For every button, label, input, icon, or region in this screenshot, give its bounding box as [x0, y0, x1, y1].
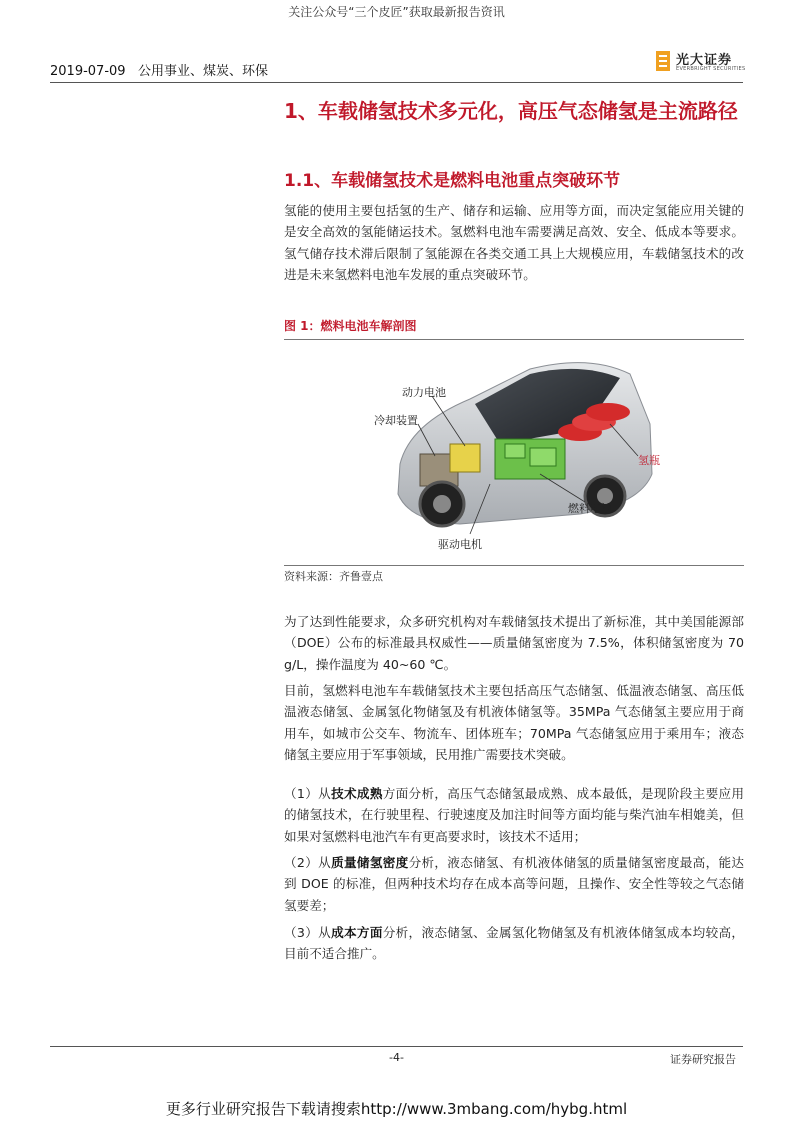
figure-top-rule: [284, 339, 744, 340]
paragraph-doe-standard: 为了达到性能要求，众多研究机构对车载储氢技术提出了新标准，其中美国能源部（DOE）公布的标准最具权威性——质量储氢密度为 7.5%，体积储氢密度为 70 g/L，操作温度为 40~60 ℃。: [284, 614, 744, 672]
page-number: -4-: [389, 1051, 404, 1064]
label-cooling: 冷却装置: [374, 414, 418, 427]
density-keyword: 质量储氢密度: [331, 855, 409, 870]
footer-divider: [50, 1046, 743, 1047]
cost-keyword: 成本方面: [331, 925, 383, 940]
logo-mark-icon: [656, 51, 670, 71]
report-date: 2019-07-09: [50, 64, 126, 79]
report-sector: 公用事业、煤炭、环保: [137, 64, 268, 79]
footer-report-label: 证券研究报告: [670, 1053, 736, 1066]
logo-text-cn: 光大证券: [676, 53, 733, 68]
subsection-heading: 1.1、车载储氢技术是燃料电池重点突破环节: [284, 171, 621, 191]
bottom-download-note: 更多行业研究报告下载请搜索http://www.3mbang.com/hybg.html: [165, 1100, 628, 1118]
label-fuel-cell: 燃料电池: [568, 502, 612, 515]
label-hydrogen-tank: 氢瓶: [638, 454, 660, 467]
header-date-sector: [50, 60, 268, 79]
label-drive-motor: 驱动电机: [438, 538, 482, 551]
label-power-battery: 动力电池: [402, 386, 446, 399]
paragraph-cost: [284, 922, 744, 965]
figure-title: 图 1：燃料电池车解剖图: [284, 319, 417, 333]
cost-prefix: （3）从: [284, 925, 332, 940]
figure-bottom-rule: [284, 565, 744, 566]
paragraph-intro: 氢能的使用主要包括氢的生产、储存和运输、应用等方面，而决定氢能应用关键的是安全高效的氢能储运技术。氢燃料电池车需要满足高效、安全、低成本等要求。氢气储存技术滞后限制了氢能源在各类交通工具上大规模应用，车载储氢技术的改进是未来氢燃料电池车发展的重点突破环节。: [284, 203, 744, 282]
cost-text: 分析，液态储氢、金属氢化物储氢及有机液体储氢成本均较高，目前不适合推广。: [284, 925, 745, 962]
power-battery: [450, 444, 480, 472]
paragraph-density: [284, 852, 744, 916]
car-illustration: [380, 344, 670, 559]
section-heading: 1、车载储氢技术多元化，高压气态储氢是主流路径: [284, 99, 738, 123]
maturity-text: 方面分析，高压气态储氢最成熟、成本最低，是现阶段主要应用的储氢技术，在行驶里程、行驶速度及加注时间等方面均能与柴汽油车相媲美，但如果对氢燃料电池汽车有更高要求时，该技术不适用；: [284, 786, 745, 844]
maturity-prefix: （1）从: [284, 786, 332, 801]
density-text: 分析，液态储氢、有机液体储氢的质量储氢密度最高，能达到 DOE 的标准，但两种技术均存在成本高等问题，且操作、安全性等较之气态储氢要差；: [284, 855, 745, 913]
company-logo: [656, 49, 746, 75]
header-divider: [50, 82, 743, 83]
paragraph-technologies: 目前，氢燃料电池车车载储氢技术主要包括高压气态储氢、低温液态储氢、高压低温液态储氢、金属氢化物储氢及有机液体储氢等。35MPa 气态储氢主要应用于商用车，如城市公交车、物流车、团体班车；70MPa 气态储氢应用于乘用车；液态储氢主要应用于军事领域，民用推广需要技术突破。: [284, 683, 744, 762]
fuel-cell-car-diagram: [374, 344, 670, 559]
maturity-keyword: 技术成熟: [331, 786, 383, 801]
density-prefix: （2）从: [284, 855, 332, 870]
logo-text-en: EVERBRIGHT SECURITIES: [676, 66, 746, 72]
top-note: 关注公众号“三个皮匠”获取最新报告资讯: [288, 5, 505, 19]
paragraph-maturity: [284, 783, 744, 847]
figure-source: 资料来源：齐鲁壹点: [284, 570, 383, 583]
